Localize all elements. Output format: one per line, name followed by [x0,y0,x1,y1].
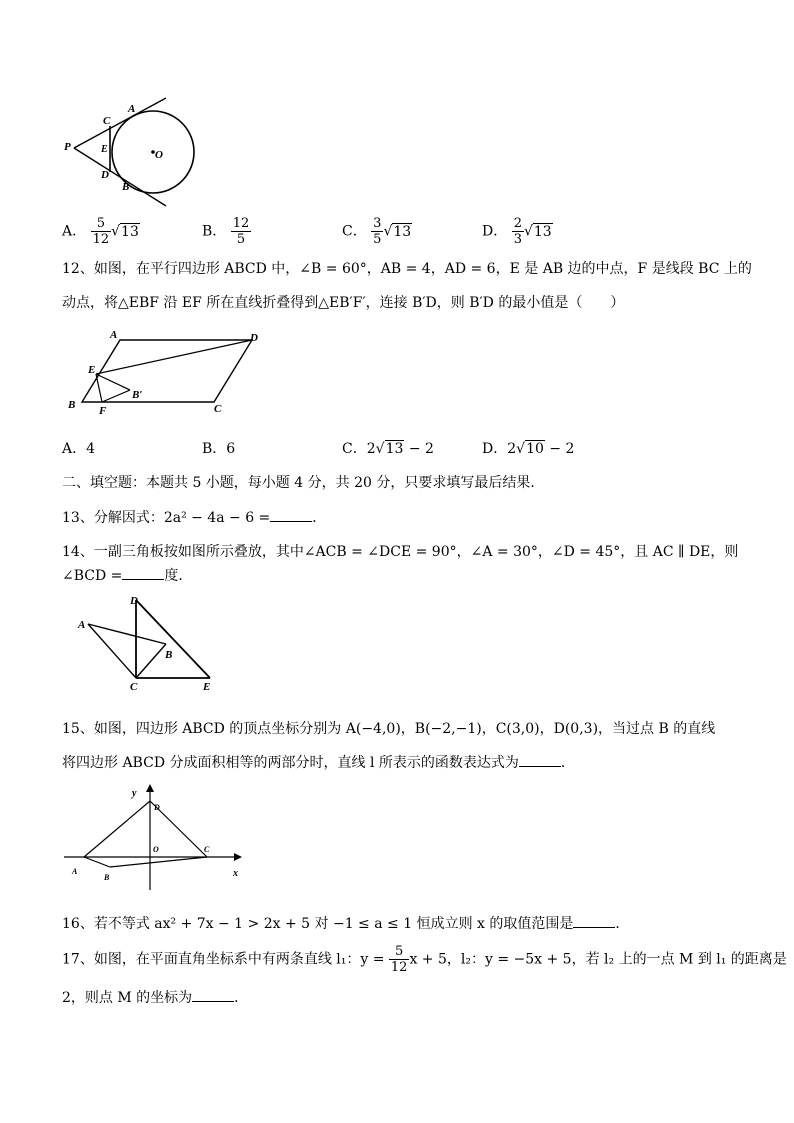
label-o: O [153,845,159,854]
label-e: E [88,364,96,376]
q13-answer-blank[interactable] [270,507,312,522]
segment-bc [136,644,166,678]
q15-text-line1: 15、如图，四边形 ABCD 的顶点坐标分别为 A(−4,0)，B(−2,−1)，C(3,0)，D(0,3)，当过点 B 的直线 [62,721,716,737]
label-a: A [110,329,118,341]
label-x: x [233,868,238,879]
q11-option-c[interactable]: C． $\frac{3}{5}$ √13 [342,216,412,247]
label-a: A [78,619,86,631]
q12-text-line2: 动点，将△EBF 沿 EF 所在直线折叠得到△EB′F′，连接 B′D，则 B′D 的最小值是（ ） [62,295,625,311]
label-d: D [130,595,138,607]
q17-text-line1: 17、如图，在平面直角坐标系中有两条直线 l₁：y = $\frac{5}{12}$ x + 5，l₂：y = −5x + 5，若 l₂ 上的一点 M 到 l₁ 的距离是 [62,944,787,975]
q16-answer-blank[interactable] [573,913,615,928]
q16-text: 16、若不等式 ax² + 7x − 1 > 2x + 5 对 −1 ≤ a ≤ 1 恒成立则 x 的取值范围是 ． [62,913,742,933]
label-c: C [204,845,210,854]
q11-option-a[interactable]: A． $\frac{5}{12}$ √13 [62,216,139,247]
q14-text-line1: 14、一副三角板按如图所示叠放，其中∠ACB = ∠DCE = 90°，∠A = 30°，∠D = 45°，且 AC ∥ DE，则 [62,544,739,560]
segment-ab [84,857,110,867]
segment-ab [88,624,166,644]
label-a: A [72,867,78,876]
y-axis-arrow [146,784,154,792]
label-y: y [132,788,137,799]
x-axis-arrow [234,853,242,861]
q12-text-line1: 12、如图，在平行四边形 ABCD 中，∠B = 60°，AB = 4，AD = 6，E 是 AB 边的中点，F 是线段 BC 上的 [62,261,752,277]
q14-figure [74,592,224,694]
q12-option-a[interactable]: A．4 [62,441,96,457]
segment-ad [88,600,136,624]
q11-option-b[interactable]: B． $\frac{12}{5}$ [202,216,250,247]
q12-option-c[interactable]: C．2√13 − 2 [342,441,434,457]
label-d: D [154,803,160,812]
label-a: A [128,103,136,115]
section-2-heading: 二、填空题：本题共 5 小题，每小题 4 分，共 20 分，只要求填写最后结果． [62,475,545,491]
label-e: E [101,144,108,155]
label-b: B [68,399,76,411]
label-b: B [104,873,110,882]
segment-fb-prime [102,390,130,402]
segment-ac [88,624,136,678]
segment-eb-prime-d [96,340,252,374]
q15-text-line2: 将四边形 ABCD 分成面积相等的两部分时，直线 l 所表示的函数表达式为 ． [62,752,742,772]
q12-option-d[interactable]: D．2√10 − 2 [482,441,575,457]
label-o: O [155,149,163,161]
label-b: B [165,649,173,661]
q12-option-b[interactable]: B．6 [202,441,236,457]
segment-ef [96,374,102,402]
label-d: D [250,332,258,344]
q12-figure [64,328,274,418]
label-f: F [99,405,107,417]
label-b: B [122,181,130,193]
tangent-pa [74,98,166,148]
segment-ad [84,801,150,857]
q15-figure [62,780,252,892]
label-b-prime: B′ [132,389,143,401]
label-d: D [101,169,109,181]
label-p: P [64,141,71,153]
q17-text-line2: 2，则点 M 的坐标为 ． [62,987,742,1007]
label-c: C [214,403,222,415]
q14-answer-blank[interactable] [122,565,164,580]
q13-text: 13、分解因式：2a² − 4a − 6 = ． [62,507,742,527]
label-e: E [203,681,211,693]
label-c: C [130,681,138,693]
q11-option-d[interactable]: D． $\frac{2}{3}$ √13 [482,216,552,247]
q17-answer-blank[interactable] [192,987,234,1002]
q15-answer-blank[interactable] [519,752,561,767]
q14-text-line2: ∠BCD = 度． [62,565,742,585]
tangent-pb [74,148,166,206]
label-c: C [103,115,111,127]
q11-figure [58,92,208,210]
segment-eb-prime [96,374,130,390]
segment-bc [110,857,207,867]
